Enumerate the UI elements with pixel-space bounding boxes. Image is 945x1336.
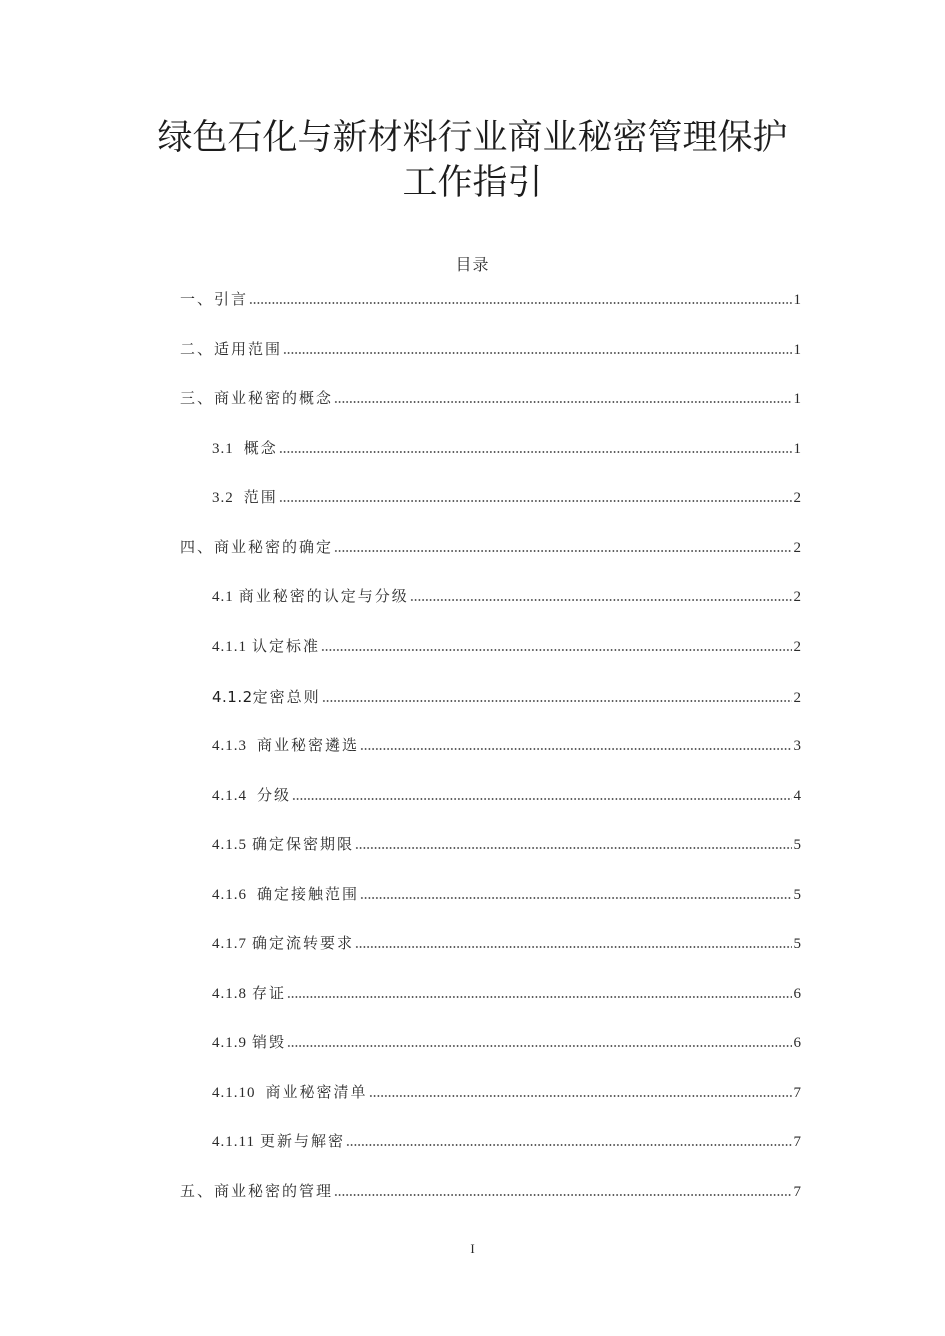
dot-leader — [360, 748, 792, 750]
toc-entry-4-1-1[interactable] — [180, 623, 801, 673]
toc-entry-label: 定密总则 — [252, 689, 321, 706]
toc-page-number: 6 — [793, 1035, 801, 1052]
toc-entry-number: 4.1.10 — [212, 1084, 256, 1101]
toc-entry-4-1-10[interactable] — [180, 1069, 801, 1119]
document-title-line-1: 绿色石化与新材料行业商业秘密管理保护 — [157, 118, 788, 158]
dot-leader — [334, 1194, 792, 1196]
toc-page-number: 4 — [793, 787, 801, 804]
toc-entry-number: 4.1.9 — [212, 1035, 247, 1052]
toc-entry-label: 商业秘密清单 — [265, 1084, 368, 1101]
dot-leader — [334, 401, 792, 403]
toc-heading: 目录 — [455, 257, 490, 274]
toc-entry-number: 4.1.7 — [212, 936, 247, 953]
toc-entry-label: 商业秘密遴选 — [257, 738, 360, 755]
toc-entry-4-1-11[interactable] — [180, 1118, 801, 1168]
toc-entry-label: 分级 — [257, 787, 292, 804]
document-title — [0, 116, 945, 206]
toc-page-number: 3 — [793, 738, 801, 755]
toc-page-number: 2 — [793, 689, 801, 706]
document-title-line-2: 工作指引 — [402, 163, 543, 203]
table-of-contents — [180, 276, 801, 1217]
toc-page-number: 5 — [793, 936, 801, 953]
toc-entry-introduction[interactable] — [180, 276, 801, 326]
dot-leader — [410, 599, 792, 601]
dot-leader — [360, 897, 792, 899]
dot-leader — [287, 996, 792, 998]
toc-entry-4-1-8[interactable] — [180, 970, 801, 1020]
toc-entry-number: 4.1.2 — [212, 687, 253, 706]
toc-page-number: 6 — [793, 985, 801, 1002]
toc-page-number: 1 — [793, 440, 801, 457]
dot-leader — [334, 550, 792, 552]
toc-entry-number: 4.1.8 — [212, 985, 247, 1002]
toc-entry-scope[interactable] — [180, 326, 801, 376]
toc-entry-label: 认定标准 — [252, 639, 321, 656]
toc-entry-label: 确定流转要求 — [252, 936, 355, 953]
toc-entry-number: 4.1 — [212, 589, 234, 606]
toc-page-number: 1 — [793, 391, 801, 408]
dot-leader — [355, 847, 792, 849]
dot-leader — [249, 302, 792, 304]
toc-page-number: 2 — [793, 589, 801, 606]
toc-entry-number: 3.2 — [212, 490, 234, 507]
toc-entry-4-1-6[interactable] — [180, 871, 801, 921]
toc-page-number: 2 — [793, 639, 801, 656]
toc-entry-label: 三、商业秘密的概念 — [180, 391, 334, 408]
dot-leader — [369, 1095, 792, 1097]
dot-leader — [287, 1045, 792, 1047]
toc-entry-number: 4.1.6 — [212, 886, 247, 903]
toc-entry-label: 确定保密期限 — [252, 837, 355, 854]
toc-entry-number: 4.1.1 — [212, 639, 247, 656]
toc-entry-label: 商业秘密的认定与分级 — [238, 589, 409, 606]
toc-entry-label: 销毁 — [252, 1035, 287, 1052]
toc-page-number: 5 — [793, 837, 801, 854]
toc-page-number: 1 — [793, 292, 801, 309]
toc-entry-3-2[interactable] — [180, 474, 801, 524]
toc-entry-label: 二、适用范围 — [180, 341, 283, 358]
toc-entry-number: 3.1 — [212, 440, 234, 457]
dot-leader — [355, 946, 792, 948]
toc-page-number: 1 — [793, 341, 801, 358]
dot-leader — [279, 451, 792, 453]
toc-entry-4-1-7[interactable] — [180, 920, 801, 970]
dot-leader — [283, 352, 792, 354]
toc-entry-label: 一、引言 — [180, 292, 249, 309]
toc-entry-label: 存证 — [252, 985, 287, 1002]
dot-leader — [322, 700, 792, 702]
toc-entry-label: 确定接触范围 — [257, 886, 360, 903]
toc-entry-label: 范围 — [243, 490, 278, 507]
toc-entry-4-1[interactable] — [180, 573, 801, 623]
toc-entry-4-1-2[interactable] — [180, 673, 801, 723]
toc-page-number: 5 — [793, 886, 801, 903]
toc-entry-label: 五、商业秘密的管理 — [180, 1184, 334, 1201]
toc-entry-4-1-5[interactable] — [180, 821, 801, 871]
toc-entry-number: 4.1.3 — [212, 738, 247, 755]
toc-entry-4-1-3[interactable] — [180, 722, 801, 772]
toc-entry-label: 更新与解密 — [259, 1134, 345, 1151]
dot-leader — [321, 649, 792, 651]
toc-entry-3-1[interactable] — [180, 425, 801, 475]
toc-entry-4-1-9[interactable] — [180, 1019, 801, 1069]
toc-entry-number: 4.1.5 — [212, 837, 247, 854]
toc-page-number: 2 — [793, 490, 801, 507]
dot-leader — [279, 500, 792, 502]
toc-entry-determination[interactable] — [180, 524, 801, 574]
dot-leader — [292, 798, 792, 800]
toc-entry-number: 4.1.11 — [212, 1134, 255, 1151]
toc-page-number: 7 — [793, 1084, 801, 1101]
toc-page-number: 7 — [793, 1184, 801, 1201]
toc-entry-label: 四、商业秘密的确定 — [180, 539, 334, 556]
toc-entry-label: 概念 — [243, 440, 278, 457]
toc-entry-4-1-4[interactable] — [180, 772, 801, 822]
toc-page-number: 7 — [793, 1134, 801, 1151]
toc-entry-management[interactable] — [180, 1168, 801, 1218]
toc-entry-number: 4.1.4 — [212, 787, 247, 804]
toc-page-number: 2 — [793, 539, 801, 556]
toc-entry-concept[interactable] — [180, 375, 801, 425]
dot-leader — [346, 1144, 792, 1146]
footer-page-number: I — [470, 1241, 475, 1256]
